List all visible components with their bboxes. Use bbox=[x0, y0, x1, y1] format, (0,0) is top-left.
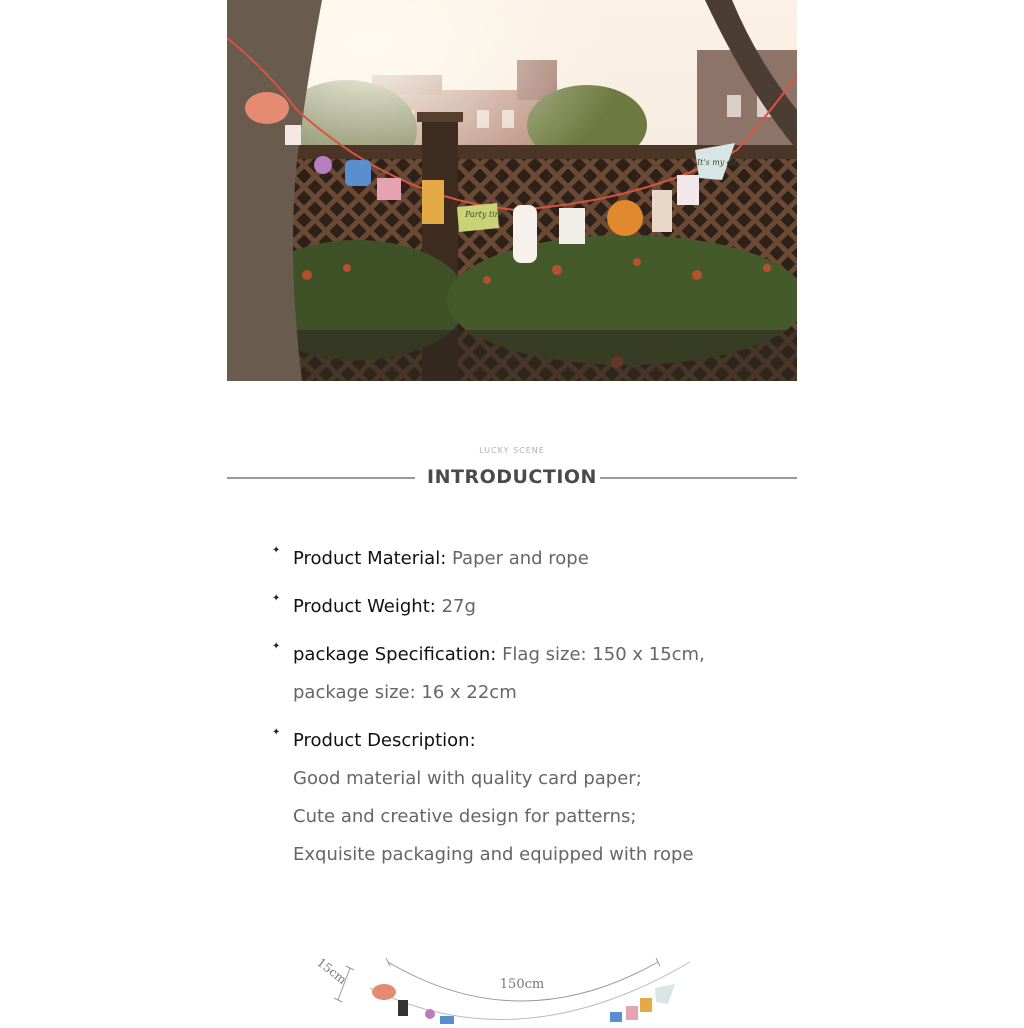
garland-size-drawing bbox=[290, 950, 710, 1024]
garland-scene-image bbox=[227, 0, 797, 381]
spec-package bbox=[272, 636, 792, 712]
diamond-bullet-icon: ✦ bbox=[272, 641, 281, 652]
spec-line bbox=[293, 636, 792, 674]
diamond-bullet-icon: ✦ bbox=[272, 593, 281, 604]
spec-extra-line: package size: 16 x 22cm bbox=[293, 682, 517, 703]
my-day-text: It's my day! bbox=[697, 158, 745, 167]
spec-label: package Specification: bbox=[293, 644, 497, 665]
eyebrow-text: LUCKY SCENE bbox=[479, 446, 545, 455]
spec-line bbox=[293, 588, 792, 626]
introduction-header bbox=[227, 440, 797, 500]
section-heading: INTRODUCTION bbox=[427, 466, 597, 488]
height-label: 15cm bbox=[314, 955, 350, 987]
party-time-text: Party time bbox=[465, 210, 507, 219]
spec-extra-line: Cute and creative design for patterns; bbox=[293, 806, 637, 827]
spec-material bbox=[272, 540, 792, 578]
spec-value: 27g bbox=[441, 596, 476, 617]
spec-value: Paper and rope bbox=[452, 548, 589, 569]
diamond-bullet-icon: ✦ bbox=[272, 545, 281, 556]
product-specs bbox=[272, 540, 792, 874]
spec-label: Product Description: bbox=[293, 730, 476, 751]
dimension-diagram bbox=[290, 950, 710, 1024]
spec-line bbox=[293, 540, 792, 578]
spec-label: Product Material: bbox=[293, 548, 447, 569]
diamond-bullet-icon: ✦ bbox=[272, 727, 281, 738]
spec-value: Flag size: 150 x 15cm, bbox=[502, 644, 705, 665]
header-rule-right bbox=[600, 477, 797, 479]
spec-line bbox=[293, 722, 792, 760]
spec-label: Product Weight: bbox=[293, 596, 436, 617]
width-label: 150cm bbox=[499, 977, 545, 992]
spec-weight bbox=[272, 588, 792, 626]
product-photo bbox=[227, 0, 797, 381]
spec-extra-line: Good material with quality card paper; bbox=[293, 768, 642, 789]
spec-description bbox=[272, 722, 792, 874]
spec-extra-line: Exquisite packaging and equipped with rope bbox=[293, 844, 694, 865]
